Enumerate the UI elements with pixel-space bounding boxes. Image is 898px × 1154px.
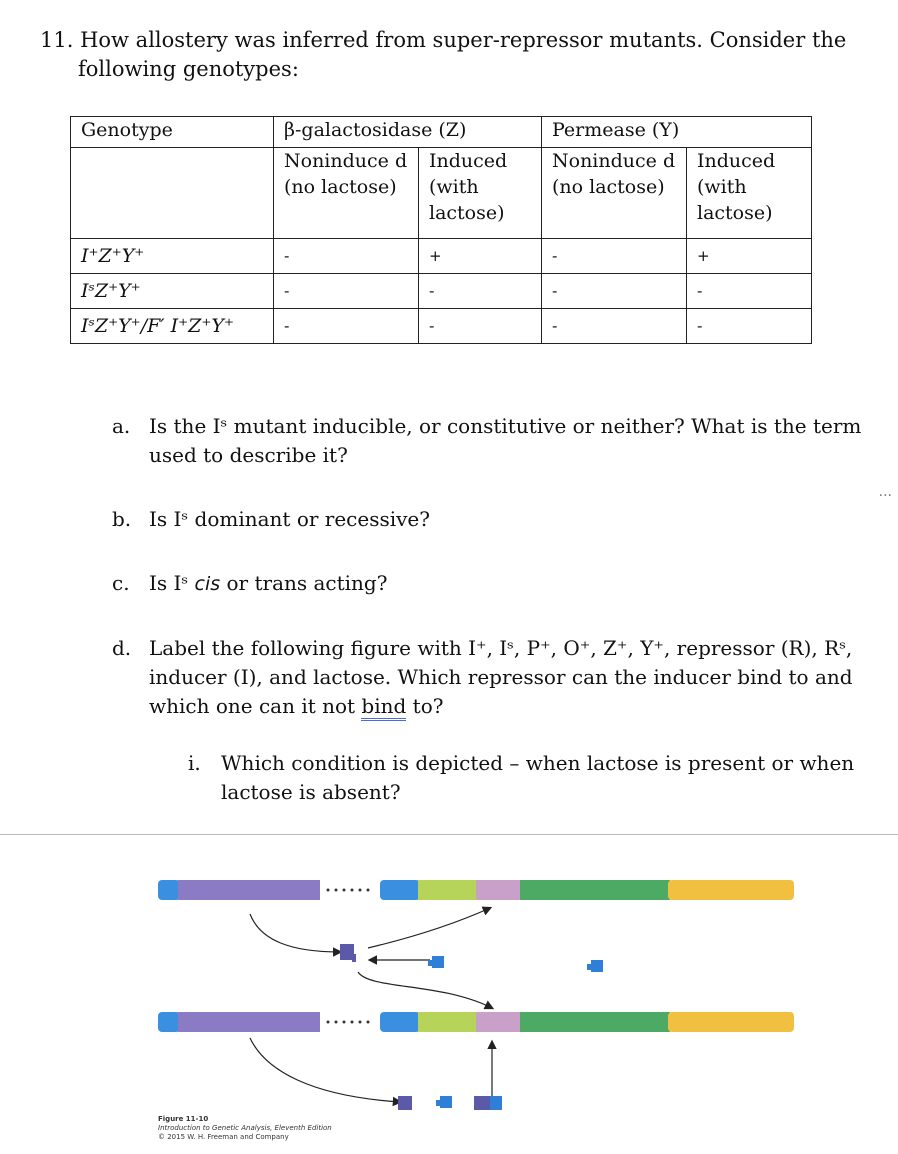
item-d-line3-post: to? [406, 694, 444, 718]
dna-segment-blue [158, 1012, 180, 1032]
item-d-label: d. [112, 636, 132, 660]
section-divider [0, 834, 898, 835]
question-title-line1: 11. How allostery was inferred from super-repressor mutants. Consider the [40, 28, 847, 52]
dna-strand-top [158, 880, 794, 900]
dna-segment-blue [158, 880, 180, 900]
item-a-line1: Is the Iˢ mutant inducible, or constitutive or neither? What is the term [149, 414, 862, 438]
dna-segment-purple [178, 880, 320, 900]
item-b-post: dominant or recessive? [188, 507, 430, 531]
value-cell: + [687, 239, 812, 274]
dna-segment-pink [476, 1012, 522, 1032]
caption-title: Figure 11-10 [158, 1115, 209, 1123]
value-cell: + [419, 239, 542, 274]
header-permease: Permease (Y) [542, 117, 812, 148]
header-blank [71, 148, 274, 239]
item-i-line1: Which condition is depicted – when lactose is present or when [221, 751, 855, 775]
header-bgal: β-galactosidase (Z) [274, 117, 542, 148]
header-z-noninduced: Noninduce d (no lactose) [274, 148, 419, 239]
question-title-line2: following genotypes: [78, 57, 299, 81]
item-d-line1: Label the following figure with I⁺, Iˢ, P⁺, O⁺, Z⁺, Y⁺, repressor (R), Rˢ, [149, 636, 853, 660]
caption-copyright: © 2015 W. H. Freeman and Company [158, 1133, 289, 1141]
dna-segment-green [520, 1012, 670, 1032]
genotype-cell: IˢZ⁺Y⁺ [71, 274, 274, 309]
inducer-icon [432, 956, 444, 968]
item-d [112, 634, 882, 724]
repressor-protein-icon [398, 1096, 412, 1110]
table-row [71, 274, 812, 309]
item-b-label: b. [112, 507, 132, 531]
value-cell: - [542, 309, 687, 344]
item-b [112, 505, 812, 535]
table-row [71, 309, 812, 344]
question-title [40, 26, 846, 84]
repressor-protein-icon [340, 944, 354, 960]
value-cell: - [274, 239, 419, 274]
lac-operon-figure [140, 860, 810, 1120]
dna-segment-blue [380, 1012, 420, 1032]
figure-caption [158, 1115, 332, 1142]
genotype-cell: IˢZ⁺Y⁺/F′ I⁺Z⁺Y⁺ [71, 309, 274, 344]
genotype-cell: I⁺Z⁺Y⁺ [71, 239, 274, 274]
item-a-line2: used to describe it? [149, 443, 348, 467]
item-c-post: or trans acting? [220, 571, 388, 595]
header-y-noninduced: Noninduce d (no lactose) [542, 148, 687, 239]
dna-segment-green [520, 880, 670, 900]
item-a [112, 412, 882, 472]
dna-segment-pink [476, 880, 522, 900]
arrow-complex-away [358, 972, 492, 1008]
inducer-icon [490, 1096, 502, 1110]
arrow-repressor-to-complex [250, 914, 340, 952]
inducer-icon [591, 960, 603, 972]
bind-link[interactable]: bind [361, 694, 406, 721]
arrow-repressor-bottom [250, 1038, 400, 1102]
value-cell: - [687, 274, 812, 309]
value-cell: - [419, 309, 542, 344]
item-d-line2: inducer (I), and lactose. Which repressor can the inducer bind to and [149, 665, 853, 689]
item-i-line2: lactose is absent? [221, 780, 401, 804]
dna-segment-lightgreen [418, 1012, 478, 1032]
caption-book: Introduction to Genetic Analysis, Eleventh Edition [158, 1124, 332, 1132]
item-c-italic: cis [194, 573, 221, 595]
dna-segment-purple [178, 1012, 320, 1032]
item-a-label: a. [112, 414, 131, 438]
item-c-label: c. [112, 571, 130, 595]
super-repressor-icon [474, 1096, 490, 1110]
value-cell: - [542, 239, 687, 274]
header-z-induced: Induced (with lactose) [419, 148, 542, 239]
genotype-table [70, 116, 812, 344]
dna-segment-yellow [668, 1012, 794, 1032]
table-row [71, 239, 812, 274]
header-genotype: Genotype [71, 117, 274, 148]
dna-strand-bottom [158, 1012, 794, 1032]
dna-segment-yellow [668, 880, 794, 900]
value-cell: - [542, 274, 687, 309]
item-i [188, 749, 878, 809]
item-c [112, 569, 812, 599]
arrow-complex-to-operator [368, 908, 490, 948]
item-d-line3-pre: which one can it not [149, 694, 362, 718]
more-options-icon[interactable]: ··· [878, 488, 892, 504]
header-y-induced: Induced (with lactose) [687, 148, 812, 239]
dna-segment-lightgreen [418, 880, 478, 900]
item-i-label: i. [188, 751, 201, 775]
value-cell: - [687, 309, 812, 344]
value-cell: - [274, 274, 419, 309]
dna-segment-blue [380, 880, 420, 900]
value-cell: - [274, 309, 419, 344]
value-cell: - [419, 274, 542, 309]
inducer-icon [440, 1096, 452, 1108]
item-b-pre: Is Iˢ [149, 507, 189, 531]
item-c-pre: Is Iˢ [149, 571, 195, 595]
